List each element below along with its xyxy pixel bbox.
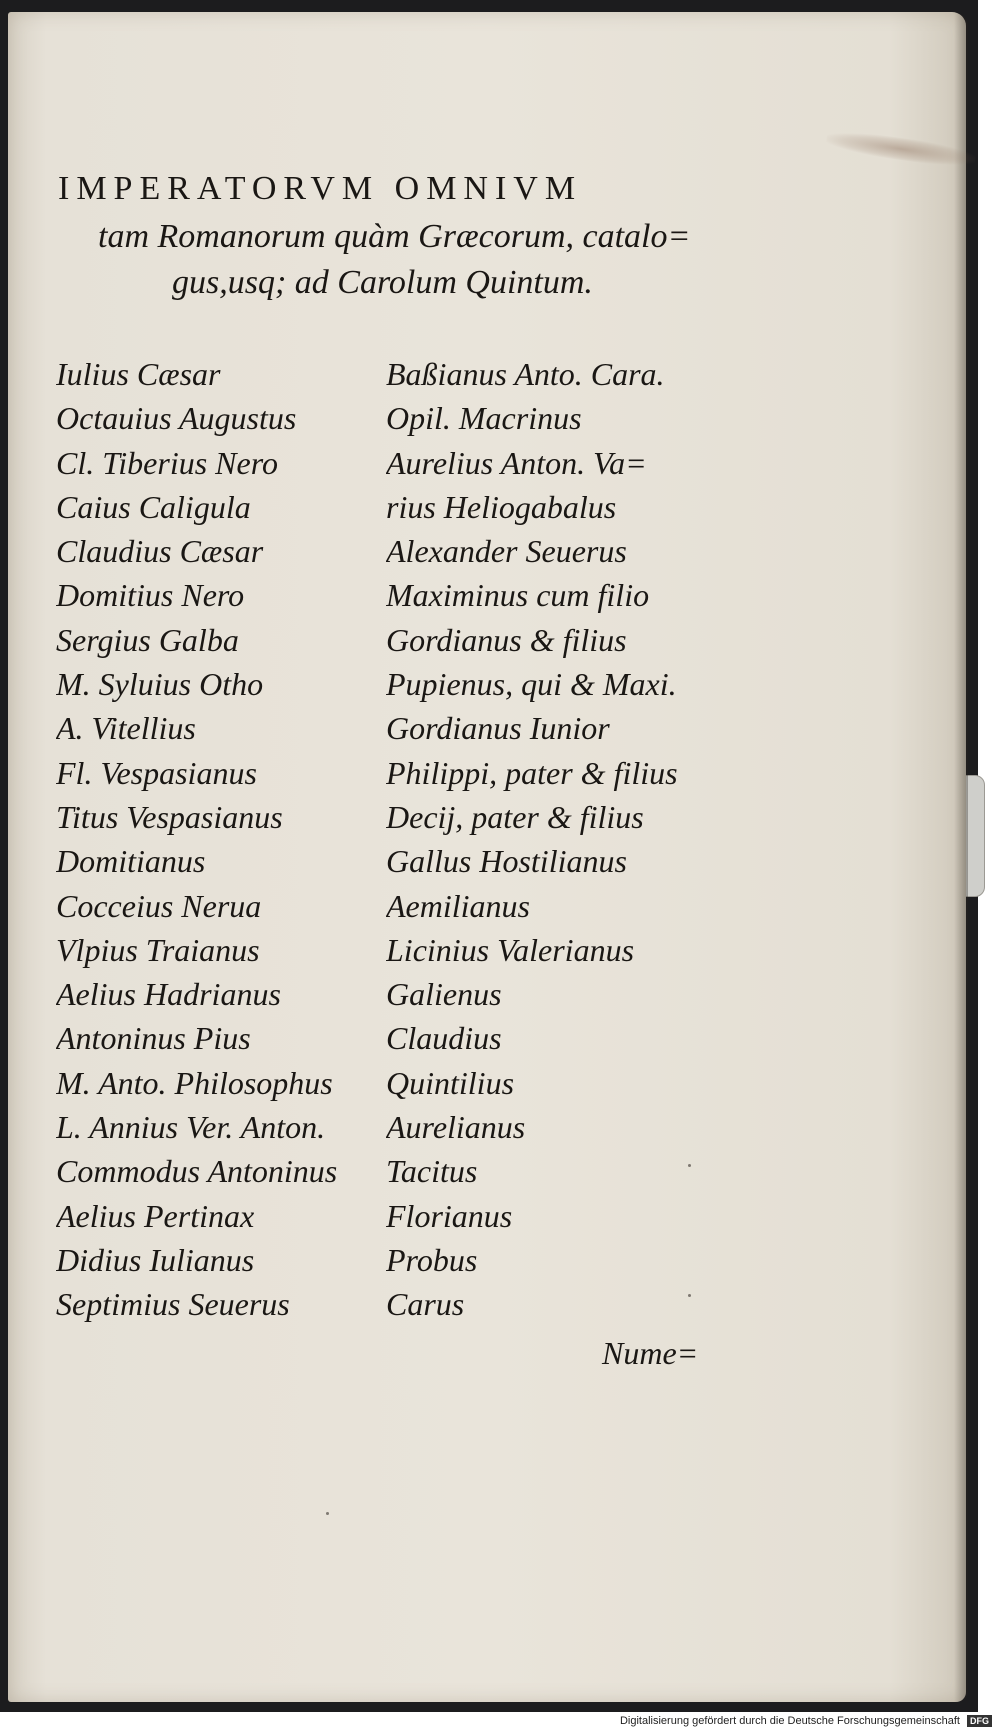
list-item: Aelius Pertinax [56, 1197, 255, 1234]
list-item: Decij, pater & filius [386, 798, 644, 835]
list-item: Licinius Valerianus [386, 931, 635, 968]
list-item: Cocceius Nerua [56, 887, 262, 924]
list-item: Didius Iulianus [56, 1241, 255, 1278]
page-edge-shadow [954, 12, 968, 1702]
list-item: Commodus Antoninus [56, 1153, 338, 1190]
list-item: Baßianus Anto. Cara. [386, 356, 665, 392]
list-item: Pupienus, qui & Maxi. [386, 666, 677, 703]
list-item: Tacitus [386, 1153, 478, 1190]
list-item: Fl. Vespasianus [56, 754, 257, 791]
list-item: Claudius Cæsar [56, 533, 264, 570]
dfg-logo: DFG [967, 1715, 992, 1727]
list-item: Galienus [386, 976, 502, 1013]
list-item: rius Heliogabalus [386, 488, 617, 525]
list-item: Gallus Hostilianus [386, 843, 627, 880]
list-item: Sergius Galba [56, 621, 239, 658]
list-item: A. Vitellius [56, 710, 196, 747]
list-item: Alexander Seuerus [386, 533, 627, 570]
list-item: Gordianus & filius [386, 621, 627, 658]
heading-line-1: IMPERATORVM OMNIVM [58, 170, 583, 207]
paper-speck [688, 1294, 691, 1297]
list-item: M. Anto. Philosophus [56, 1064, 333, 1101]
list-item: Aelius Hadrianus [56, 976, 281, 1013]
list-item: Domitianus [56, 843, 206, 880]
list-item: M. Syluius Otho [56, 666, 264, 703]
list-item: Opil. Macrinus [386, 400, 582, 437]
list-item: Octauius Augustus [56, 400, 297, 437]
catchword: Nume= [602, 1335, 699, 1371]
list-item: Maximinus cum filio [386, 577, 650, 614]
list-item: Septimius Seuerus [56, 1286, 290, 1323]
list-item: Aemilianus [386, 887, 530, 924]
list-item: Domitius Nero [56, 577, 245, 614]
list-item: L. Annius Ver. Anton. [56, 1109, 326, 1146]
list-item: Carus [386, 1286, 465, 1323]
list-item: Antoninus Pius [56, 1020, 251, 1057]
list-item: Iulius Cæsar [56, 356, 221, 392]
list-item: Gordianus Iunior [386, 710, 610, 747]
emperor-list-right [386, 352, 716, 1327]
list-item: Caius Caligula [56, 488, 251, 525]
list-item: Titus Vespasianus [56, 798, 283, 835]
book-page [8, 12, 966, 1702]
heading-line-2: tam Romanorum quàm Græcorum, catalo= [98, 218, 691, 255]
list-item: Quintilius [386, 1064, 515, 1101]
list-item: Philippi, pater & filius [386, 754, 678, 791]
credit-text: Digitalisierung gefördert durch die Deutsche Forschungsgemeinschaft [619, 1715, 960, 1727]
emperor-list-left [56, 352, 386, 1327]
list-item: Probus [386, 1241, 478, 1278]
list-item: Aurelius Anton. Va= [386, 444, 647, 481]
digitization-credit [620, 1715, 992, 1727]
list-item: Aurelianus [386, 1109, 526, 1146]
list-item: Cl. Tiberius Nero [56, 444, 278, 481]
heading-line-3: gus,usq; ad Carolum Quintum. [172, 264, 593, 301]
paper-speck [688, 1164, 691, 1167]
list-item: Vlpius Traianus [56, 931, 260, 968]
list-item: Claudius [386, 1020, 502, 1057]
list-item: Florianus [386, 1197, 513, 1234]
paper-speck [326, 1512, 329, 1515]
